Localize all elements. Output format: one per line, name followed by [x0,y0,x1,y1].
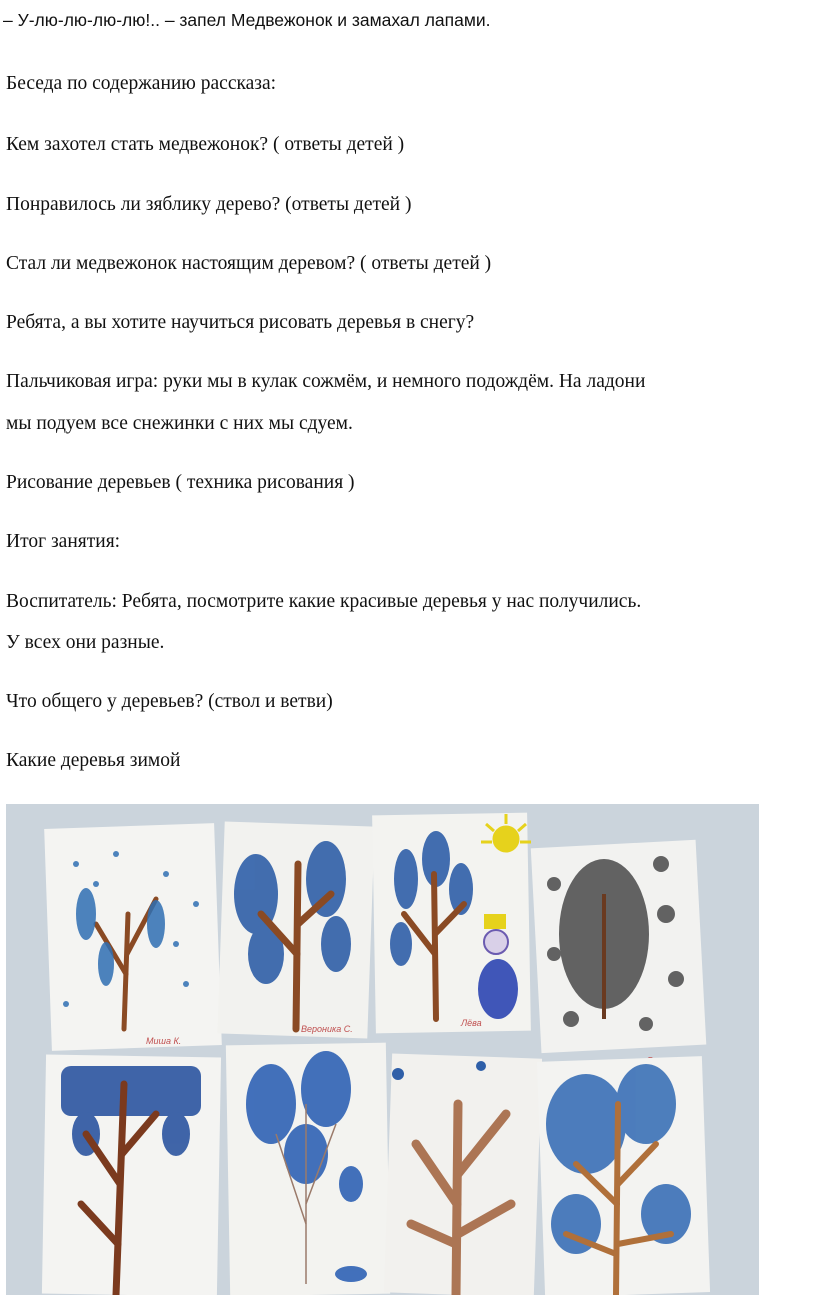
drawing-5 [42,1054,221,1295]
drawing-1 [44,823,222,1051]
drawings-illustration [6,804,759,1295]
drawing-6 [226,1043,390,1295]
drawing-trees-line: Рисование деревьев ( техника рисования ) [6,472,355,493]
common-question: Что общего у деревьев? (ствол и ветви) [6,691,333,712]
drawing-4 [531,840,707,1067]
signature-2: Вероника С. [301,1024,353,1034]
children-drawings-photo [6,804,759,1295]
drawing-8 [537,1056,710,1295]
question-2: Понравилось ли зяблику дерево? (ответы детей ) [6,194,412,215]
discussion-heading: Беседа по содержанию рассказа: [6,73,277,94]
finger-game-line-1: Пальчиковая игра: руки мы в кулак сожмём, и немного подождём. На ладони [6,371,646,392]
question-4: Ребята, а вы хотите научиться рисовать деревья в снегу? [6,312,475,333]
lesson-summary-heading: Итог занятия: [6,531,121,552]
signature-1: Миша К. [146,1036,182,1046]
question-1: Кем захотел стать медвежонок? ( ответы детей ) [6,134,405,155]
teacher-line-2: У всех они разные. [6,632,165,653]
teacher-line-1: Воспитатель: Ребята, посмотрите какие красивые деревья у нас получились. [6,591,642,612]
signature-3: Лёва [461,1018,482,1028]
drawing-7 [384,1053,542,1295]
drawing-2 [217,821,374,1038]
question-3: Стал ли медвежонок настоящим деревом? ( ответы детей ) [6,253,492,274]
finger-game-line-2: мы подуем все снежинки с них мы сдуем. [6,413,353,434]
story-quote-line: – У-лю-лю-лю-лю!.. – запел Медвежонок и замахал лапами. [3,10,491,30]
winter-trees-line: Какие деревья зимой [6,750,181,771]
drawing-3 [372,813,531,1034]
